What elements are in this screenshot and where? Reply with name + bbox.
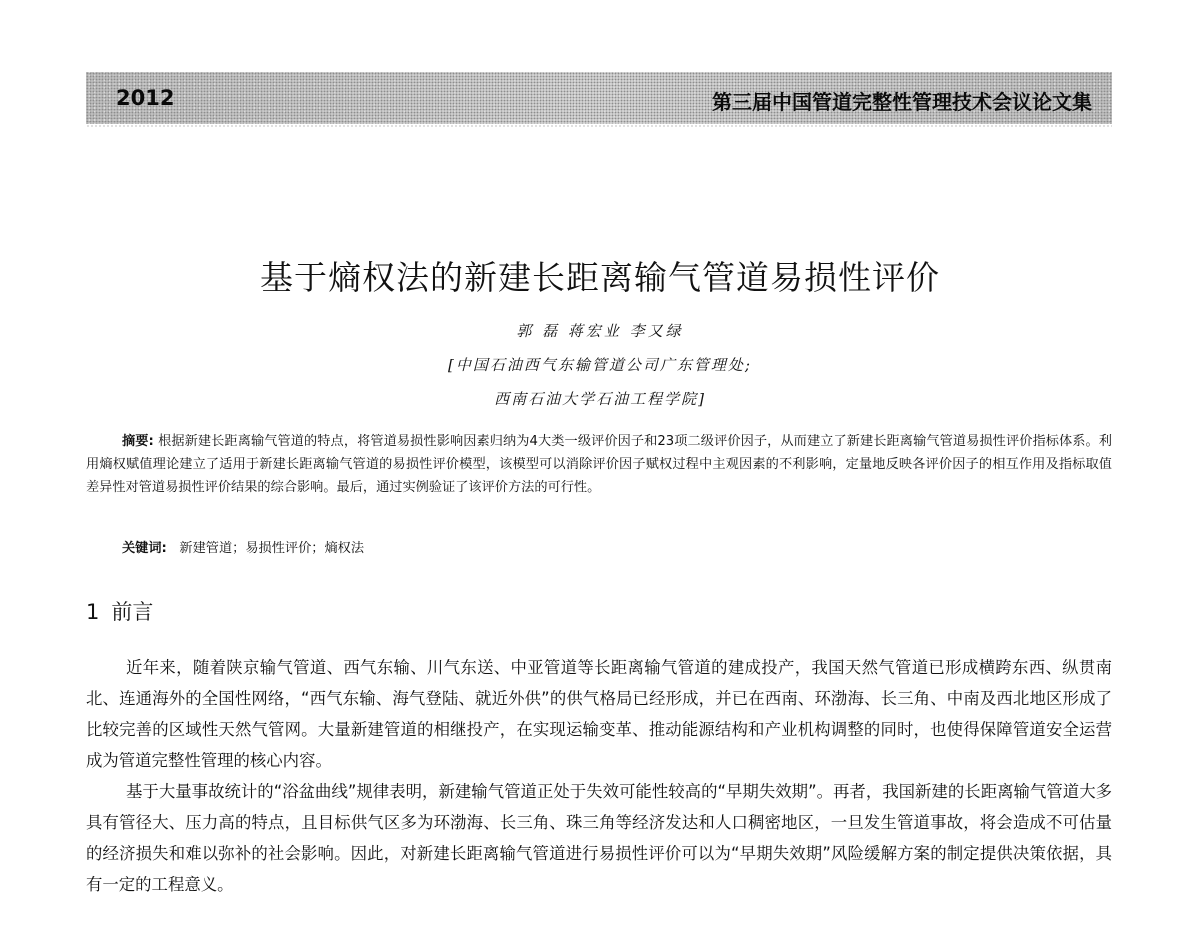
body-paragraph-1: 近年来，随着陕京输气管道、西气东输、川气东送、中亚管道等长距离输气管道的建成投产，我国天然气管道已形成横跨东西、纵贯南北、连通海外的全国性网络，“西气东输、海气登陆、就近外供”的供气格局已经形成，并已在西南、环渤海、长三角、中南及西北地区形成了比较完善的区域性天然气管网。大量新建管道的相继投产，在实现运输变革、推动能源结构和产业机构调整的同时，也使得保障管道安全运营成为管道完整性管理的核心内容。 [86, 658, 1112, 770]
section-heading [86, 596, 153, 626]
header-series-title: 第三届中国管道完整性管理技术会议论文集 [712, 90, 1092, 114]
keywords [122, 537, 364, 556]
abstract-text: 根据新建长距离输气管道的特点，将管道易损性影响因素归纳为4大类一级评价因子和23项二级评价因子，从而建立了新建长距离输气管道易损性评价指标体系。利用熵权赋值理论建立了适用于新建长距离输气管道的易损性评价模型，该模型可以消除评价因子赋权过程中主观因素的不利影响，定量地反映各评价因子的相互作用及指标取值差异性对管道易损性评价结果的综合影响。最后，通过实例验证了该评价方法的可行性。 [86, 434, 1112, 495]
abstract-label: 摘要: [122, 434, 154, 449]
body-paragraph-2: 基于大量事故统计的“浴盆曲线”规律表明，新建输气管道正处于失效可能性较高的“早期失效期”。再者，我国新建的长距离输气管道大多具有管径大、压力高的特点，且目标供气区多为环渤海、长三角、珠三角等经济发达和人口稠密地区，一旦发生管道事故，将会造成不可估量的经济损失和难以弥补的社会影响。因此，对新建长距离输气管道进行易损性评价可以为“早期失效期”风险缓解方案的制定提供决策依据，具有一定的工程意义。 [86, 782, 1112, 894]
keywords-label: 关键词: [122, 541, 167, 556]
authors: 郭 磊 蒋宏业 李又绿 [516, 322, 684, 340]
affiliation-2: 西南石油大学石油工程学院] [494, 390, 706, 408]
header-year: 2012 [116, 86, 175, 110]
paper-title: 基于熵权法的新建长距离输气管道易损性评价 [260, 258, 940, 297]
abstract [86, 430, 1112, 499]
section-number: 1 [86, 600, 100, 624]
section-title: 前言 [111, 600, 154, 624]
keywords-text: 新建管道；易损性评价；熵权法 [179, 541, 365, 556]
affiliation-1: [中国石油西气东输管道公司广东管理处; [448, 356, 752, 374]
header-rule [86, 124, 1112, 128]
